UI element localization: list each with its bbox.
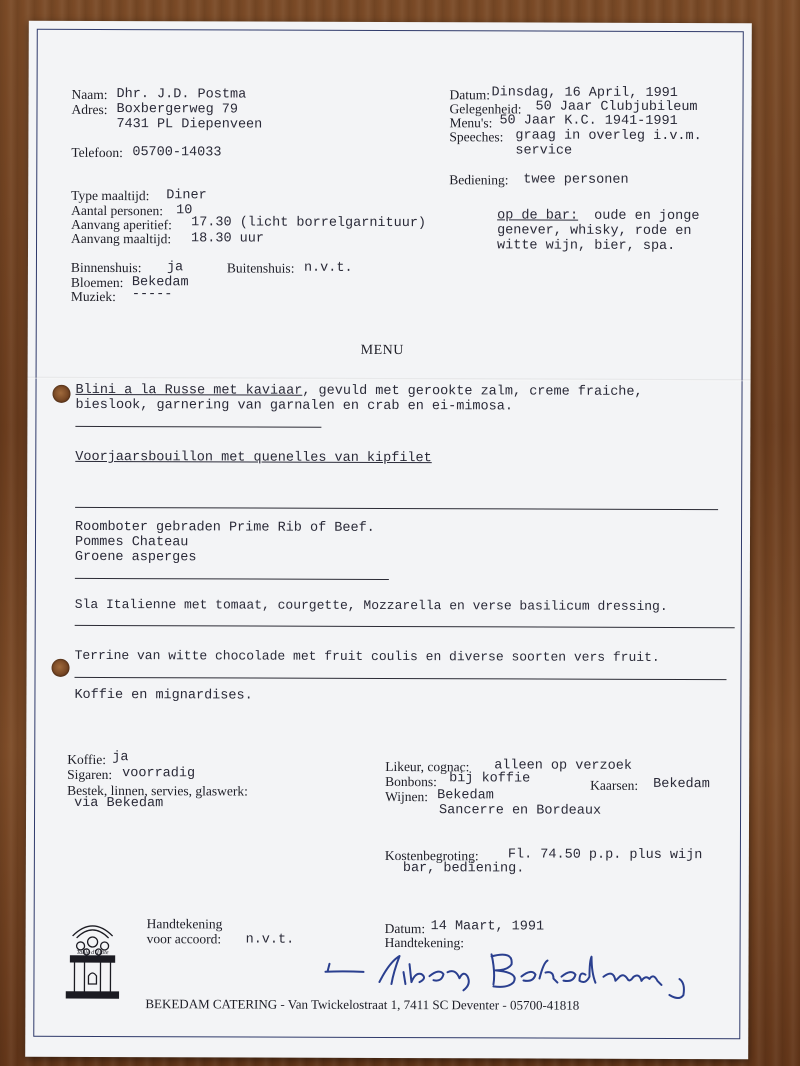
bestek-value: via Bekedam	[74, 795, 164, 812]
kaarsen-value: Bekedam	[653, 776, 710, 793]
datum-value: Dinsdag, 16 April, 1991	[491, 85, 678, 102]
company-line: BEKEDAM CATERING - Van Twickelostraat 1, 7411 SC Deventer - 05700-41818	[145, 996, 580, 1013]
telefoon-label: Telefoon:	[71, 144, 123, 161]
course3-line1: Roomboter gebraden Prime Rib of Beef.	[75, 519, 375, 536]
muziek-label: Muziek:	[70, 288, 116, 305]
binnenshuis-label: Binnenshuis:	[70, 259, 142, 276]
punch-hole	[52, 659, 70, 677]
course6: Koffie en mignardises.	[74, 687, 253, 704]
course1-line2: bieslook, garnering van garnalen en crab en ei-mimosa.	[75, 397, 513, 415]
menu-title: MENU	[360, 342, 404, 359]
wijnen-label: Wijnen:	[385, 788, 429, 805]
aantal-label: Aantal personen:	[71, 202, 164, 219]
speeches-line1: graag in overleg i.v.m.	[515, 128, 702, 145]
speeches-line2: service	[515, 143, 573, 159]
course1-rest: , gevuld met gerookte zalm, creme fraiche,	[302, 383, 643, 400]
naam-value: Dhr. J.D. Postma	[116, 87, 247, 103]
sigaren-label: Sigaren:	[67, 766, 113, 783]
maaltijd-value: 18.30 uur	[191, 231, 264, 247]
adres-label: Adres:	[71, 101, 108, 118]
datum-footer-value: 14 Maart, 1991	[430, 919, 545, 935]
telefoon-value: 05700-14033	[132, 145, 222, 161]
likeur-label: Likeur, cognac:	[385, 758, 470, 775]
catering-logo	[62, 916, 122, 1002]
muziek-value: -----	[131, 287, 173, 303]
bediening-value: twee personen	[523, 172, 629, 188]
catering-form	[25, 21, 752, 1060]
course3-line3: Groene asperges	[74, 549, 197, 566]
wijnen-line1: Bekedam	[437, 788, 494, 804]
handtekening-label: Handtekening:	[384, 934, 465, 951]
menus-label: Menu's:	[449, 115, 493, 131]
course4: Sla Italienne met tomaat, courgette, Mozzarella en verse basilicum dressing.	[74, 596, 668, 614]
bar-line2: genever, whisky, rode en	[497, 223, 692, 240]
bar-line3: witte wijn, bier, spa.	[497, 238, 676, 254]
course3-line2: Pommes Chateau	[74, 534, 189, 551]
course5: Terrine van witte chocolade met fruit coulis en diverse soorten vers fruit.	[74, 647, 660, 665]
signature	[323, 942, 703, 1003]
logo-text: Table d' Hôte	[76, 949, 109, 957]
bloemen-value: Bekedam	[131, 275, 189, 291]
handtekening-accoord-label2: voor accoord:	[146, 931, 222, 947]
handtekening-accoord-label1: Handtekening	[146, 916, 223, 932]
course1-title: Blini a la Russe met kaviaar	[75, 382, 303, 399]
aantal-value: 10	[176, 203, 193, 219]
buitenshuis-value: n.v.t.	[303, 260, 353, 276]
aperitief-label: Aanvang aperitief:	[71, 216, 172, 233]
type-value: Diner	[166, 188, 207, 204]
maaltijd-label: Aanvang maaltijd:	[71, 230, 172, 247]
kosten-label: Kostenbegroting:	[384, 847, 479, 864]
datum-label: Datum:	[449, 87, 491, 103]
bestek-label: Bestek, linnen, servies, glaswerk:	[67, 782, 248, 799]
datum-footer-label: Datum:	[384, 920, 426, 937]
bar-line1: oude en jonge	[594, 208, 700, 225]
sigaren-value: voorradig	[122, 766, 196, 782]
bonbons-value: bij koffie	[449, 771, 531, 787]
koffie-value: ja	[112, 750, 129, 766]
wijnen-line2: Sancerre en Bordeaux	[439, 803, 602, 819]
likeur-value: alleen op verzoek	[494, 758, 632, 774]
punch-hole	[52, 385, 70, 403]
naam-label: Naam:	[71, 86, 108, 103]
koffie-label: Koffie:	[67, 751, 107, 768]
speeches-label: Speeches:	[449, 129, 504, 145]
kosten-line1: Fl. 74.50 p.p. plus wijn	[507, 847, 703, 864]
kosten-line2: bar, bediening.	[402, 861, 525, 877]
gelegenheid-label: Gelegenheid:	[449, 101, 522, 117]
aperitief-value: 17.30 (licht borrelgarnituur)	[191, 215, 427, 232]
bonbons-label: Bonbons:	[385, 773, 437, 790]
binnenshuis-value: ja	[166, 260, 184, 276]
kaarsen-label: Kaarsen:	[590, 777, 639, 793]
bar-label: op de bar:	[497, 208, 579, 224]
course2: Voorjaarsbouillon met quenelles van kipfilet	[75, 449, 432, 467]
gelegenheid-value: 50 Jaar Clubjubileum	[535, 99, 698, 116]
bloemen-label: Bloemen:	[70, 274, 124, 291]
type-label: Type maaltijd:	[71, 187, 150, 204]
bediening-label: Bediening:	[449, 172, 509, 188]
menus-value: 50 Jaar K.C. 1941-1991	[499, 113, 678, 130]
adres-line2: 7431 PL Diepenveen	[116, 117, 263, 133]
buitenshuis-label: Buitenshuis:	[226, 260, 295, 276]
handtekening-accoord-value: n.v.t.	[245, 932, 295, 948]
adres-line1: Boxbergerweg 79	[116, 102, 239, 118]
